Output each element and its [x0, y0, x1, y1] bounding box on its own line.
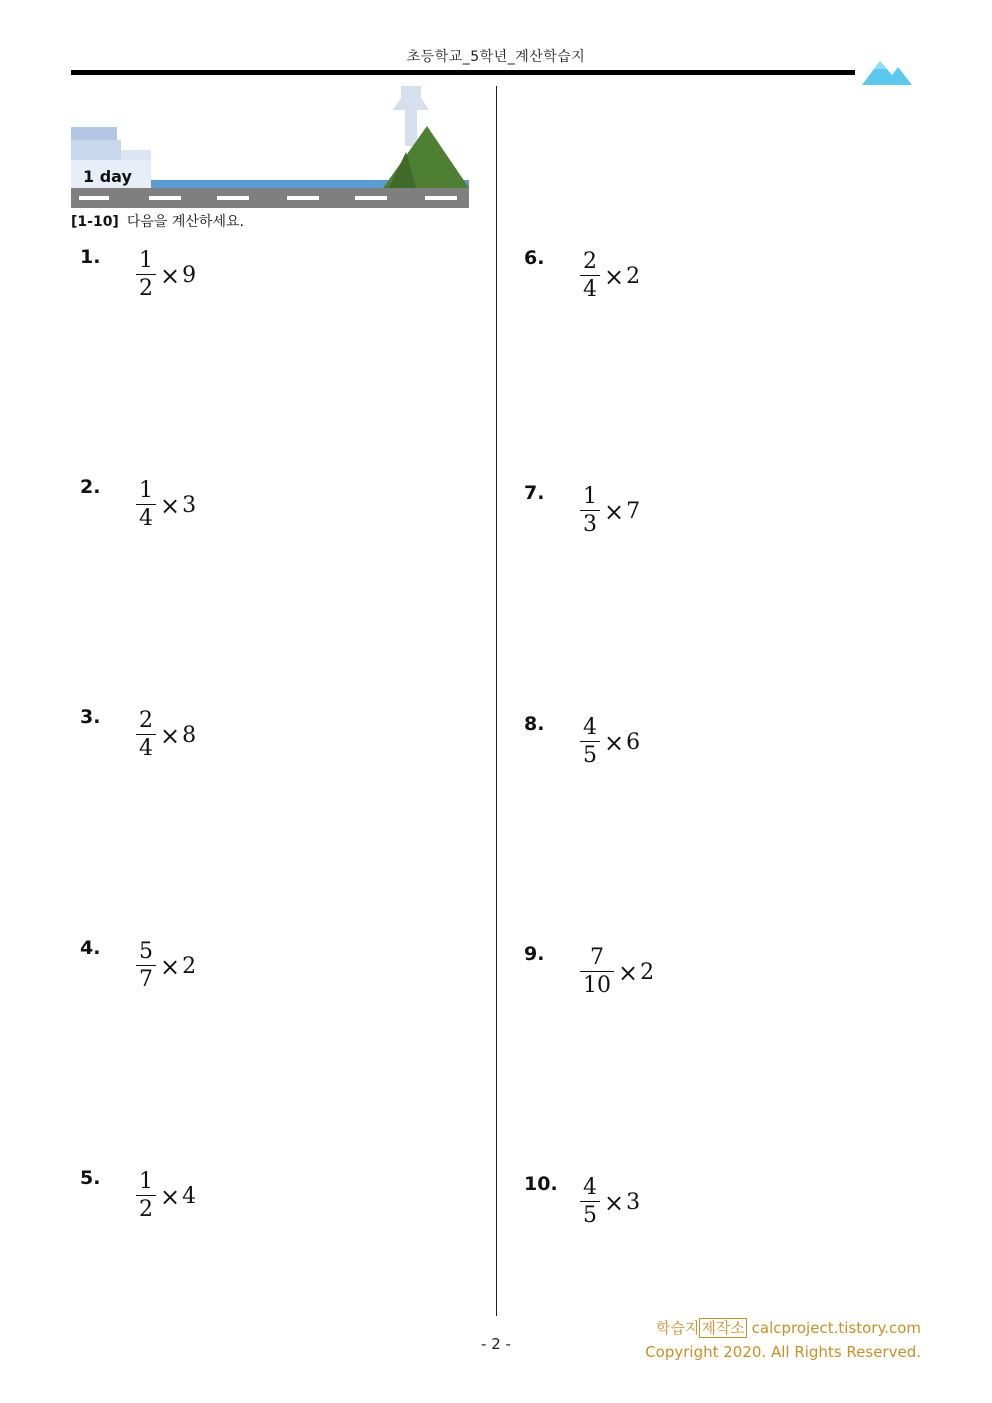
multiplier: 2 [626, 264, 641, 290]
multiplier: 3 [182, 493, 197, 519]
numerator: 2 [139, 708, 153, 733]
numerator: 4 [583, 715, 597, 740]
numerator: 1 [583, 484, 597, 509]
denominator: 4 [139, 506, 153, 532]
denominator: 5 [583, 743, 597, 769]
problem-number: 5. [80, 1167, 101, 1189]
fraction [580, 1175, 600, 1230]
numerator: 7 [590, 945, 604, 970]
page-header-title: 초등학교_5학년_계산학습지 [406, 49, 586, 65]
denominator: 4 [583, 277, 597, 303]
problem-number: 6. [524, 247, 545, 269]
problem-number: 8. [524, 713, 545, 735]
times-sign: × [160, 491, 181, 520]
page-number: - 2 - [481, 1335, 511, 1353]
fraction [136, 939, 156, 994]
times-sign: × [618, 958, 639, 987]
multiplier: 7 [626, 499, 641, 525]
problem-expression [580, 1175, 640, 1230]
day-label: 1 day [83, 167, 132, 186]
instruction-text: 다음을 계산하세요. [126, 214, 244, 230]
denominator: 2 [139, 276, 153, 302]
mountain-logo-icon [862, 57, 914, 85]
footer-copyright: Copyright 2020. All Rights Reserved. [645, 1343, 921, 1361]
times-sign: × [604, 497, 625, 526]
denominator: 5 [583, 1203, 597, 1229]
problem-expression [580, 484, 640, 539]
problem-expression [580, 249, 640, 304]
multiplier: 6 [626, 730, 641, 756]
multiplier: 3 [626, 1190, 641, 1216]
times-sign: × [160, 261, 181, 290]
multiplier: 9 [182, 263, 197, 289]
problem-number: 9. [524, 943, 545, 965]
multiplier: 2 [182, 954, 197, 980]
brand-prefix: 학습지 [655, 1319, 700, 1337]
problem-expression [136, 248, 196, 303]
problem-number: 10. [524, 1173, 558, 1195]
fraction [580, 945, 614, 1000]
road-strip [71, 188, 469, 208]
denominator: 7 [139, 967, 153, 993]
instruction [71, 211, 244, 231]
denominator: 10 [583, 973, 611, 999]
denominator: 4 [139, 736, 153, 762]
header-rule [71, 70, 855, 75]
multiplier: 4 [182, 1184, 197, 1210]
multiplier: 8 [182, 723, 197, 749]
times-sign: × [604, 728, 625, 757]
problem-expression [136, 478, 196, 533]
problem-expression [136, 1169, 196, 1224]
problem-number: 4. [80, 937, 101, 959]
brand-boxed: 제작소 [701, 1319, 745, 1337]
multiplier: 2 [640, 960, 655, 986]
times-sign: × [160, 721, 181, 750]
times-sign: × [604, 1188, 625, 1217]
denominator: 2 [139, 1197, 153, 1223]
problem-number: 7. [524, 482, 545, 504]
footer-site-link[interactable]: calcproject.tistory.com [751, 1319, 921, 1337]
problem-number: 3. [80, 706, 101, 728]
problem-number: 1. [80, 246, 101, 268]
fraction [136, 708, 156, 763]
numerator: 4 [583, 1175, 597, 1200]
instruction-range: [1-10] [71, 214, 119, 230]
fraction [136, 478, 156, 533]
problem-expression [580, 715, 640, 770]
times-sign: × [160, 1182, 181, 1211]
numerator: 5 [139, 939, 153, 964]
fraction [136, 1169, 156, 1224]
fraction [580, 249, 600, 304]
numerator: 1 [139, 478, 153, 503]
problem-number: 2. [80, 476, 101, 498]
column-divider [496, 86, 497, 1316]
fraction [580, 715, 600, 770]
times-sign: × [604, 262, 625, 291]
numerator: 1 [139, 248, 153, 273]
fraction [136, 248, 156, 303]
problem-expression [136, 939, 196, 994]
fraction [580, 484, 600, 539]
problem-expression [136, 708, 196, 763]
numerator: 1 [139, 1169, 153, 1194]
times-sign: × [160, 952, 181, 981]
numerator: 2 [583, 249, 597, 274]
problem-expression [580, 945, 654, 1000]
denominator: 3 [583, 512, 597, 538]
day-banner [71, 86, 469, 210]
